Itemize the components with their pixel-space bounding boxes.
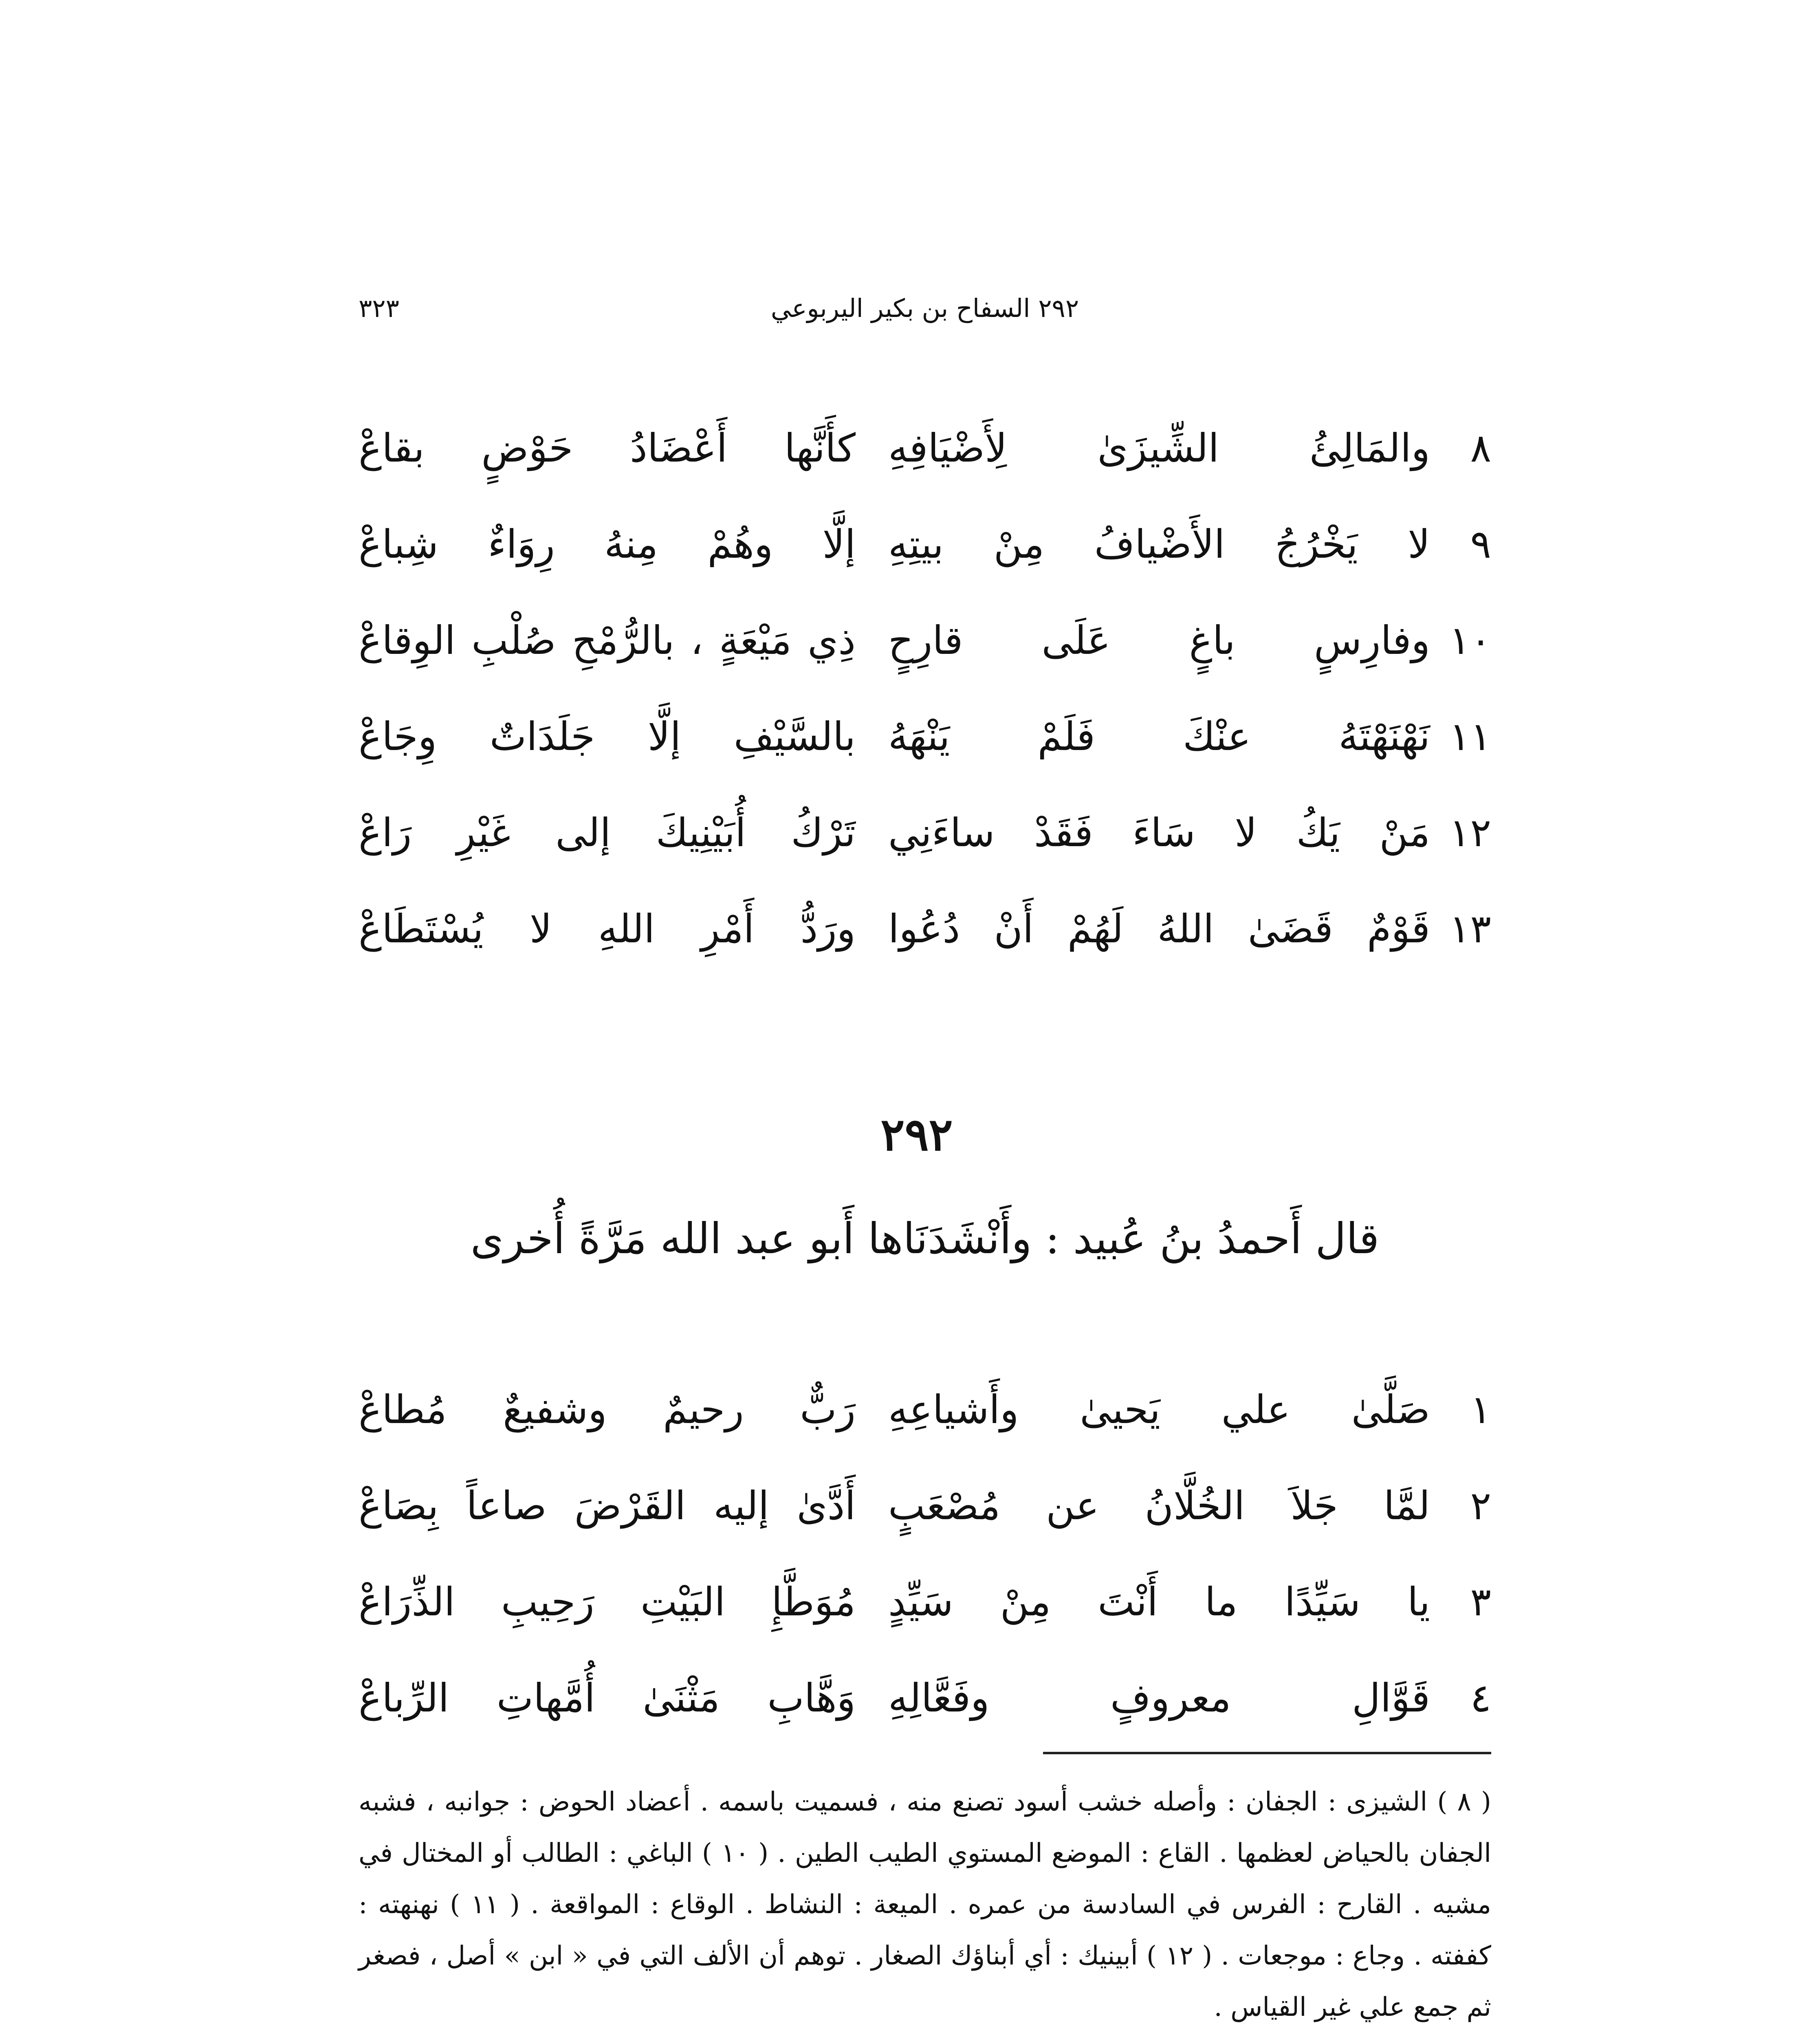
- second-hemistich: مُوَطَّإِ البَيْتِ رَحِيبِ الذِّرَاعْ: [359, 1579, 856, 1625]
- first-hemistich: لا يَخْرُجُ الأَضْيافُ مِنْ بيتِهِ: [888, 521, 1430, 567]
- second-hemistich: كأَنَّها أَعْضَادُ حَوْضٍ بقاعْ: [359, 425, 856, 471]
- poem-introduction: قال أَحمدُ بنُ عُبيد : وأَنْشَدَنَاها أَبو عبد الله مَرَّةً أُخرى: [470, 1214, 1380, 1263]
- verse: [359, 1565, 1491, 1661]
- poem-verses: [359, 1373, 1491, 1758]
- second-hemistich: وَهَّابِ مَثْنَىٰ أُمَّهاتِ الرِّباعْ: [359, 1675, 856, 1721]
- second-hemistich: إلَّا وهُمْ مِنهُ رِوَاءٌ شِباعْ: [359, 521, 856, 567]
- verse: [359, 892, 1491, 988]
- first-hemistich: صَلَّىٰ علي يَحيىٰ وأَشياعِهِ: [888, 1387, 1430, 1432]
- verse: [359, 1469, 1491, 1565]
- first-hemistich: والمَالِئُ الشِّيزَىٰ لِأَضْيَافِهِ: [888, 425, 1430, 471]
- second-hemistich: رَبٌّ رحيمٌ وشفيعٌ مُطاعْ: [359, 1387, 856, 1432]
- verse-number: ٨: [1470, 425, 1491, 471]
- verse-number: ١٢: [1449, 810, 1491, 856]
- poem-number: ٢٩٢: [880, 1108, 953, 1161]
- footnotes: [359, 1776, 1491, 2037]
- first-hemistich: وفارِسٍ باغٍ عَلَى قارِحٍ: [888, 618, 1430, 663]
- verse-number: ١٣: [1449, 906, 1491, 952]
- verse: [359, 411, 1491, 508]
- verse-number: ٩: [1470, 521, 1491, 567]
- first-hemistich: مَنْ يَكُ لا سَاءَ فَقَدْ ساءَنِي: [888, 810, 1430, 856]
- verse-number: ١٠: [1449, 618, 1491, 663]
- poem-continuation: [359, 411, 1491, 988]
- page-number: ٣٢٣: [359, 293, 399, 323]
- verse: [359, 508, 1491, 604]
- running-title: ٢٩٢ السفاح بن بكير اليربوعي: [770, 293, 1079, 323]
- second-hemistich: تَرْكُ أُبَيْنِيكَ إلى غَيْرِ رَاعْ: [359, 810, 856, 856]
- verse-number: ١: [1470, 1387, 1491, 1432]
- second-hemistich: أَدَّىٰ إليه القَرْضَ صاعاً بِصَاعْ: [359, 1483, 856, 1529]
- verse-number: ٢: [1470, 1483, 1491, 1529]
- second-hemistich: ذِي مَيْعَةٍ ، بالرُّمْحِ صُلْبِ الوِقاعْ: [359, 618, 856, 663]
- second-hemistich: بالسَّيْفِ إلَّا جَلَدَاتٌ وِجَاعْ: [359, 714, 856, 759]
- verse: [359, 796, 1491, 892]
- first-hemistich: يا سَيِّدًا ما أَنْتَ مِنْ سَيِّدٍ: [888, 1579, 1430, 1625]
- second-hemistich: ورَدُّ أَمْرِ اللهِ لا يُسْتَطَاعْ: [359, 906, 856, 952]
- verse-number: ١١: [1449, 714, 1491, 759]
- running-header: [359, 281, 1491, 338]
- footnote-divider: [1043, 1752, 1491, 1754]
- first-hemistich: قَوْمٌ قَضَىٰ اللهُ لَهُمْ أَنْ دُعُوا: [888, 906, 1430, 952]
- verse-number: ٤: [1470, 1675, 1491, 1721]
- first-hemistich: نَهْنَهْتَهُ عنْكَ فَلَمْ يَنْهَهُ: [888, 714, 1430, 759]
- verse: [359, 1373, 1491, 1469]
- verse: [359, 604, 1491, 700]
- first-hemistich: قَوَّالِ معروفٍ وفَعَّالِهِ: [888, 1675, 1430, 1721]
- verse: [359, 1661, 1491, 1758]
- verse: [359, 700, 1491, 796]
- verse-number: ٣: [1470, 1579, 1491, 1625]
- footnote: ( ٨ ) الشيزى : الجفان : وأصله خشب أسود تصنع منه ، فسميت باسمه . أعضاد الحوض : جوانبه ، فشبه الجفان بالحياض لعظمها . القاع : الموضع المستوي الطيب الطين . ( ١٠ ) الباغي : الطالب أو المختال في مشيه . القارح : الفرس في السادسة من عمره . الميعة : النشاط . الوقاع : المواقعة . ( ١١ ) نهنهته : كففته . وجاع : موجعات . ( ١٢ ) أبينيك : أي أبناؤك الصغار . توهم أن الألف التي في « ابن » أصل ، فصغر ثم جمع علي غير القياس .: [359, 1787, 1492, 2022]
- first-hemistich: لمَّا جَلاَ الخُلَّانُ عن مُصْعَبٍ: [888, 1483, 1430, 1529]
